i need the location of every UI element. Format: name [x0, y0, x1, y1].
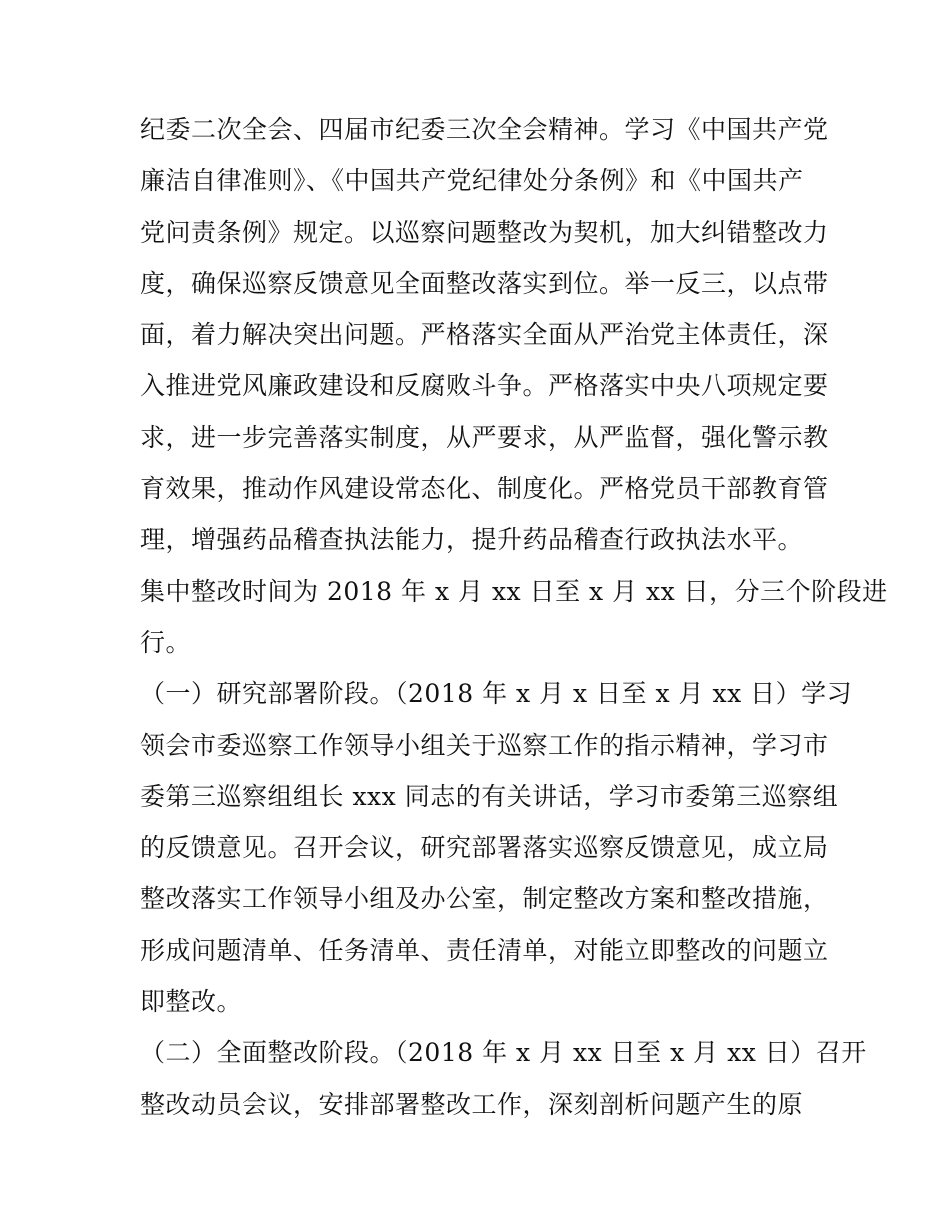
- text-line: 行。: [140, 627, 192, 657]
- section-heading-line: （二）全面整改阶段。（2018 年 x 月 xx 日至 x 月 xx 日）召开: [140, 1038, 867, 1068]
- section-heading-line: （一）研究部署阶段。（2018 年 x 月 x 日至 x 月 xx 日）学习: [140, 679, 853, 709]
- text-line: 度，确保巡察反馈意见全面整改落实到位。举一反三，以点带: [140, 268, 829, 298]
- text-line: 委第三巡察组组长 xxx 同志的有关讲话，学习市委第三巡察组: [140, 781, 839, 811]
- text-line: 廉洁自律准则》、《中国共产党纪律处分条例》和《中国共产: [140, 166, 804, 196]
- document-body: [140, 104, 888, 1130]
- text-line: 求，进一步完善落实制度，从严要求，从严监督，强化警示教: [140, 422, 829, 452]
- text-line: 育效果，推动作风建设常态化、制度化。严格党员干部教育管: [140, 474, 829, 504]
- text-line: 整改动员会议，安排部署整改工作，深刻剖析问题产生的原: [140, 1089, 804, 1119]
- text-line: 面，着力解决突出问题。严格落实全面从严治党主体责任，深: [140, 320, 829, 350]
- text-line: 纪委二次全会、四届市纪委三次全会精神。学习《中国共产党: [140, 115, 829, 144]
- text-line: 党问责条例》规定。以巡察问题整改为契机，加大纠错整改力: [140, 217, 829, 247]
- text-line: 领会市委巡察工作领导小组关于巡察工作的指示精神，学习市: [140, 730, 829, 760]
- text-line: 形成问题清单、任务清单、责任清单，对能立即整改的问题立: [140, 935, 829, 965]
- text-line: 的反馈意见。召开会议，研究部署落实巡察反馈意见，成立局: [140, 833, 829, 863]
- text-line: 理，增强药品稽查执法能力，提升药品稽查行政执法水平。: [140, 525, 804, 555]
- text-line: 即整改。: [140, 987, 243, 1017]
- text-line: 整改落实工作领导小组及办公室，制定整改方案和整改措施，: [140, 884, 829, 914]
- text-line: 集中整改时间为 2018 年 x 月 xx 日至 x 月 xx 日，分三个阶段进: [140, 576, 888, 606]
- text-line: 入推进党风廉政建设和反腐败斗争。严格落实中央八项规定要: [140, 371, 829, 401]
